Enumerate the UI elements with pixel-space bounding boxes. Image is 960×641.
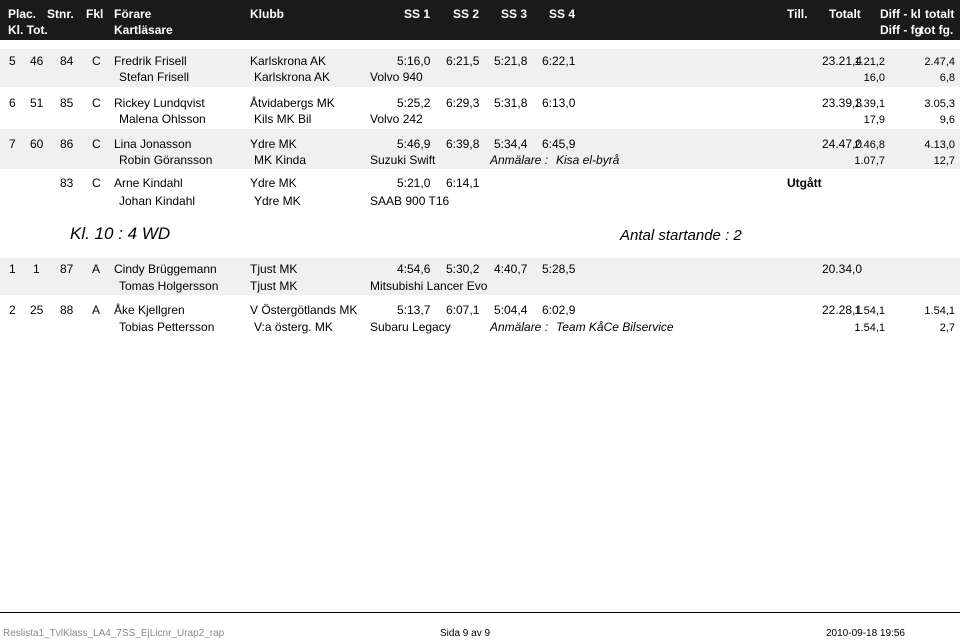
- diff-total: 2.47,4: [924, 56, 955, 68]
- car-model: Suzuki Swift: [370, 153, 436, 167]
- col-ss1: SS 1: [404, 7, 431, 21]
- col-ss3: SS 3: [501, 7, 528, 21]
- results-header: [0, 0, 960, 40]
- starters-count: Antal startande : 2: [620, 227, 742, 244]
- navigator-club: Karlskrona AK: [254, 70, 331, 84]
- total-previous: 12,7: [933, 155, 955, 167]
- class-total-placing: 1: [33, 262, 40, 276]
- car-model: Volvo 242: [370, 112, 423, 126]
- navigator-club: Kils MK Bil: [254, 112, 312, 126]
- ss1-time: 5:13,7: [397, 303, 431, 317]
- col-ss2: SS 2: [453, 7, 480, 21]
- col-plac: Plac.: [8, 7, 37, 21]
- total-previous: 2,7: [939, 322, 955, 334]
- car-model: SAAB 900 T16: [370, 194, 450, 208]
- placing: 1: [9, 262, 16, 276]
- diff-class: 1.39,1: [854, 98, 885, 110]
- report-name: Reslista1_TvlKlass_LA4_7SS_EjLicnr_Urap2_rap: [3, 628, 225, 639]
- vehicle-class: A: [92, 303, 101, 317]
- ss2-time: 6:21,5: [446, 54, 480, 68]
- car-model: Mitsubishi Lancer Evo: [370, 279, 488, 293]
- driver-club: Ydre MK: [250, 137, 297, 151]
- driver-club: V Östergötlands MK: [250, 303, 358, 317]
- ss4-time: 6:13,0: [542, 96, 576, 110]
- start-number: 87: [60, 262, 74, 276]
- col-diff-kl: Diff - kl: [880, 7, 921, 21]
- col-ss4: SS 4: [549, 7, 576, 21]
- ss1-time: 5:25,2: [397, 96, 431, 110]
- navigator-name: Tobias Pettersson: [119, 320, 215, 334]
- ss2-time: 5:30,2: [446, 262, 480, 276]
- driver-name: Rickey Lundqvist: [114, 96, 205, 110]
- ss2-time: 6:29,3: [446, 96, 480, 110]
- car-model: Subaru Legacy: [370, 320, 451, 334]
- total-time: 24.47,0: [822, 137, 863, 151]
- navigator-club: MK Kinda: [254, 153, 307, 167]
- col-klubb: Klubb: [250, 7, 284, 21]
- diff-class: 2.46,8: [854, 139, 885, 151]
- driver-name: Åke Kjellgren: [114, 303, 185, 317]
- ss4-time: 6:45,9: [542, 137, 576, 151]
- entrant-name: Kisa el-byrå: [556, 153, 620, 167]
- diff-total: 1.54,1: [924, 305, 955, 317]
- diff-class: 1.21,2: [854, 56, 885, 68]
- driver-club: Åtvidabergs MK: [250, 96, 335, 110]
- total-time: 20.34,0: [822, 262, 863, 276]
- placing: 2: [9, 303, 16, 317]
- ss2-time: 6:39,8: [446, 137, 480, 151]
- ss1-time: 5:46,9: [397, 137, 431, 151]
- navigator-name: Tomas Holgersson: [119, 279, 219, 293]
- col-fkl: Fkl: [86, 7, 104, 21]
- col-kartlasare: Kartläsare: [114, 23, 173, 37]
- ss2-time: 6:07,1: [446, 303, 480, 317]
- diff-total: 4.13,0: [924, 139, 955, 151]
- diff-previous: 16,0: [863, 72, 885, 84]
- print-timestamp: 2010-09-18 19:56: [826, 628, 905, 639]
- col-diff-fg: Diff - fg: [880, 23, 922, 37]
- navigator-club: Ydre MK: [254, 194, 301, 208]
- vehicle-class: C: [92, 54, 101, 68]
- navigator-name: Stefan Frisell: [119, 70, 190, 84]
- driver-name: Lina Jonasson: [114, 137, 192, 151]
- navigator-name: Robin Göransson: [119, 153, 213, 167]
- class-total-placing: 46: [30, 54, 44, 68]
- footer-divider: [0, 612, 960, 613]
- col-forare: Förare: [114, 7, 152, 21]
- entrant-label: Anmälare :: [490, 153, 549, 167]
- start-number: 88: [60, 303, 74, 317]
- ss3-time: 5:34,4: [494, 137, 528, 151]
- class-title: Kl. 10 : 4 WD: [70, 224, 171, 243]
- start-number: 86: [60, 137, 74, 151]
- driver-club: Tjust MK: [250, 262, 298, 276]
- placing: 5: [9, 54, 16, 68]
- entrant-name: Team KåCe Bilservice: [556, 320, 674, 334]
- driver-club: Karlskrona AK: [250, 54, 327, 68]
- status-retired: Utgått: [787, 176, 822, 190]
- entrant-label: Anmälare :: [490, 320, 549, 334]
- ss1-time: 4:54,6: [397, 262, 431, 276]
- class-total-placing: 60: [30, 137, 44, 151]
- col-tot-fg: tot fg.: [920, 23, 954, 37]
- total-previous: 9,6: [939, 114, 955, 126]
- total-time: 22.28,1: [822, 303, 863, 317]
- col-totalt-2: totalt: [925, 7, 955, 21]
- placing: 6: [9, 96, 16, 110]
- vehicle-class: C: [92, 96, 101, 110]
- ss3-time: 5:21,8: [494, 54, 528, 68]
- driver-club: Ydre MK: [250, 176, 297, 190]
- class-total-placing: 51: [30, 96, 44, 110]
- start-number: 85: [60, 96, 74, 110]
- ss3-time: 5:31,8: [494, 96, 528, 110]
- vehicle-class: C: [92, 137, 101, 151]
- car-model: Volvo 940: [370, 70, 423, 84]
- navigator-club: Tjust MK: [250, 279, 298, 293]
- col-stnr: Stnr.: [47, 7, 74, 21]
- vehicle-class: A: [92, 262, 101, 276]
- ss1-time: 5:16,0: [397, 54, 431, 68]
- navigator-name: Johan Kindahl: [119, 194, 196, 208]
- vehicle-class: C: [92, 176, 101, 190]
- diff-previous: 17,9: [863, 114, 885, 126]
- diff-previous: 1.07,7: [854, 155, 885, 167]
- ss3-time: 4:40,7: [494, 262, 528, 276]
- ss3-time: 5:04,4: [494, 303, 528, 317]
- ss4-time: 6:22,1: [542, 54, 576, 68]
- ss1-time: 5:21,0: [397, 176, 431, 190]
- ss4-time: 5:28,5: [542, 262, 576, 276]
- col-totalt: Totalt: [829, 7, 861, 21]
- start-number: 83: [60, 176, 74, 190]
- total-time: 23.21,4: [822, 54, 863, 68]
- total-previous: 6,8: [939, 72, 955, 84]
- driver-name: Cindy Brüggemann: [114, 262, 217, 276]
- total-time: 23.39,3: [822, 96, 863, 110]
- col-till: Till.: [787, 7, 808, 21]
- diff-previous: 1.54,1: [854, 322, 885, 334]
- driver-name: Arne Kindahl: [114, 176, 183, 190]
- ss4-time: 6:02,9: [542, 303, 576, 317]
- placing: 7: [9, 137, 16, 151]
- class-total-placing: 25: [30, 303, 44, 317]
- driver-name: Fredrik Frisell: [114, 54, 187, 68]
- page-number: Sida 9 av 9: [440, 628, 491, 639]
- diff-total: 3.05,3: [924, 98, 955, 110]
- diff-class: 1.54,1: [854, 305, 885, 317]
- navigator-name: Malena Ohlsson: [119, 112, 206, 126]
- col-kl-tot: Kl. Tot.: [8, 23, 48, 37]
- start-number: 84: [60, 54, 74, 68]
- navigator-club: V:a österg. MK: [254, 320, 333, 334]
- ss2-time: 6:14,1: [446, 176, 480, 190]
